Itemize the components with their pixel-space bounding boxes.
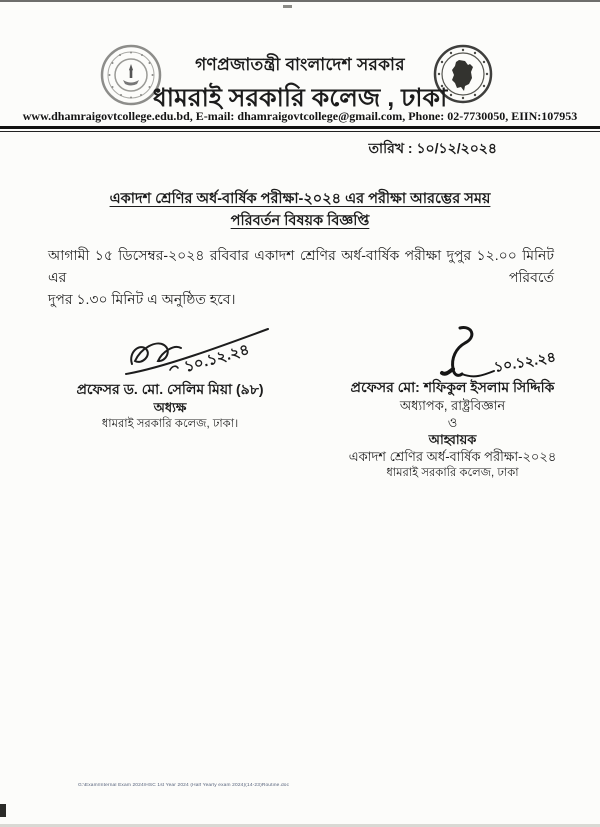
principal-signature bbox=[118, 320, 278, 382]
college-name: ধামরাই সরকারি কলেজ , ঢাকা bbox=[152, 84, 448, 112]
principal-name: প্রফেসর ড. মো. সেলিম মিয়া (৯৮) bbox=[76, 381, 264, 397]
convener-organization: ধামরাই সরকারি কলেজ, ঢাকা bbox=[386, 467, 519, 479]
principal-organization: ধামরাই সরকারি কলেজ, ঢাকা। bbox=[101, 418, 239, 430]
notice-title bbox=[50, 188, 550, 232]
header-rule-thin bbox=[0, 131, 600, 132]
scan-artifact-top-tick bbox=[283, 5, 292, 8]
header-rule-thick bbox=[0, 126, 600, 129]
convener-role: আহ্বায়ক bbox=[428, 432, 477, 447]
notice-body-line1: আগামী ১৫ ডিসেম্বর-২০২৪ রবিবার একাদশ শ্রেণির অর্ধ-বার্ষিক পরীক্ষা দুপুর ১২.০০ মিনিট এর পরিবর্তে bbox=[48, 247, 554, 285]
date-line: তারিখ : ১০/১২/২০২৪ bbox=[368, 140, 497, 156]
convener-title: অধ্যাপক, রাষ্ট্রবিজ্ঞান bbox=[399, 398, 506, 413]
convener-name: প্রফেসর মো: শফিকুল ইসলাম সিদ্দিকি bbox=[350, 379, 555, 395]
principal-title: অধ্যক্ষ bbox=[153, 400, 187, 415]
contact-info-line: www.dhamraigovtcollege.edu.bd, E-mail: dhamraigovtcollege@gmail.com, Phone: 02-7730050, EIIN:107953 bbox=[22, 109, 578, 123]
notice-body-line2: দুপর ১.৩০ মিনিট এ অনুষ্ঠিত হবে। bbox=[48, 291, 236, 307]
scan-artifact-corner-mark bbox=[0, 804, 6, 817]
notice-title-line2: পরিবর্তন বিষয়ক বিজ্ঞপ্তি bbox=[230, 213, 370, 229]
scan-artifact-top-line bbox=[0, 0, 600, 2]
notice-body bbox=[48, 244, 554, 310]
principal-signature-date: ১০.১২.২৪ bbox=[182, 341, 252, 376]
notice-title-line1: একাদশ শ্রেণির অর্ধ-বার্ষিক পরীক্ষা-২০২৪ এর পরীক্ষা আরম্ভের সময় bbox=[109, 191, 491, 207]
government-title: গণপ্রজাতন্ত্রী বাংলাদেশ সরকার bbox=[195, 55, 405, 74]
convener-conjunction: ও bbox=[447, 415, 458, 430]
convener-role-detail: একাদশ শ্রেণির অর্ধ-বার্ষিক পরীক্ষা-২০২৪ bbox=[348, 449, 557, 464]
convener-signature-block bbox=[335, 378, 570, 481]
footer-file-path: G:\Exam\Internal Exam 2024\HSC 1st Year 2024 (Half Yearly exam 2024)(14-23)Routine.doc bbox=[78, 783, 290, 788]
convener-signature-date: ১০.১২.২৪ bbox=[492, 348, 557, 375]
principal-signature-block bbox=[55, 380, 285, 432]
convener-signature bbox=[382, 324, 562, 384]
